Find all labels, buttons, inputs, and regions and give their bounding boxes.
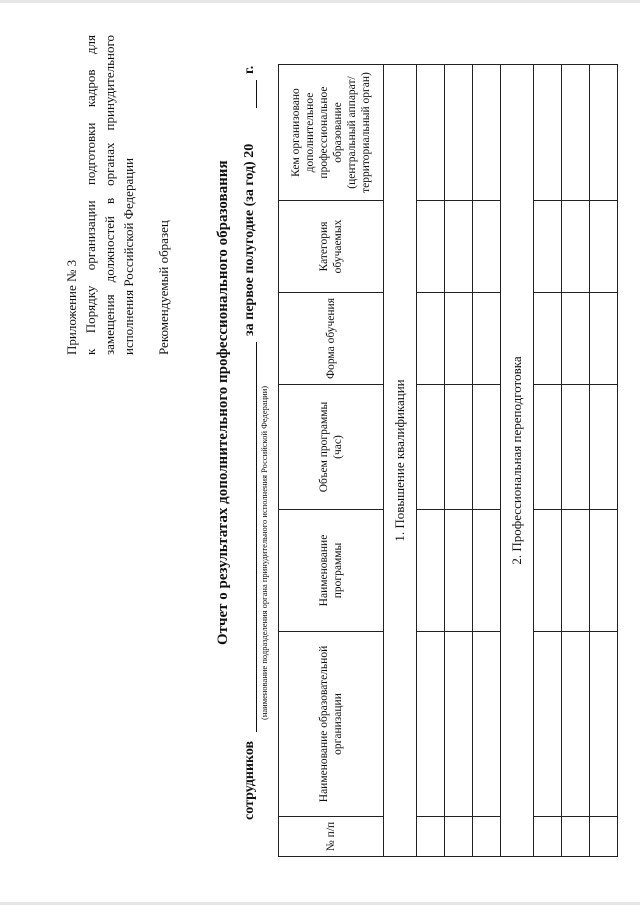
table-cell bbox=[473, 65, 501, 201]
table-cell bbox=[445, 385, 473, 510]
table-cell bbox=[534, 510, 562, 632]
appendix-block bbox=[62, 35, 173, 355]
table-cell bbox=[417, 201, 445, 293]
table-cell bbox=[534, 201, 562, 293]
year-suffix: г. bbox=[242, 65, 257, 74]
table-cell bbox=[473, 385, 501, 510]
recommended-sample-label: Рекомендуемый образец bbox=[156, 220, 171, 355]
table-cell bbox=[445, 817, 473, 857]
table-cell bbox=[534, 632, 562, 817]
table-cell bbox=[590, 632, 618, 817]
table-cell bbox=[445, 510, 473, 632]
section-retraining: 2. Профессиональная переподготовка bbox=[501, 65, 534, 857]
col-number: № п/п bbox=[279, 817, 384, 857]
table-cell bbox=[534, 293, 562, 385]
table-cell bbox=[445, 293, 473, 385]
table-row bbox=[473, 65, 501, 857]
table-cell bbox=[445, 65, 473, 201]
table-cell bbox=[590, 385, 618, 510]
table-cell bbox=[445, 201, 473, 293]
table-cell bbox=[534, 817, 562, 857]
table-cell bbox=[417, 632, 445, 817]
table-cell bbox=[562, 65, 590, 201]
table-cell bbox=[473, 510, 501, 632]
table-cell bbox=[562, 201, 590, 293]
table-row bbox=[417, 65, 445, 857]
table-cell bbox=[590, 65, 618, 201]
table-cell bbox=[417, 293, 445, 385]
appendix-reference: к Порядку организации подготовки кадров для замещения должностей в органах принудительного исполнения Российской Федерации bbox=[83, 35, 136, 355]
table-cell bbox=[417, 385, 445, 510]
table-cell bbox=[590, 510, 618, 632]
section-row bbox=[501, 65, 534, 857]
table-cell bbox=[417, 510, 445, 632]
table-cell bbox=[534, 65, 562, 201]
section-row bbox=[384, 65, 417, 857]
table-cell bbox=[445, 632, 473, 817]
col-study-form: Форма обучения bbox=[279, 293, 384, 385]
col-program-volume: Объем программы (час) bbox=[279, 385, 384, 510]
table-cell bbox=[562, 817, 590, 857]
period-text: за первое полугодие (за год) 20 bbox=[242, 143, 257, 336]
table-cell bbox=[562, 510, 590, 632]
table-cell bbox=[417, 817, 445, 857]
subdivision-blank bbox=[256, 342, 257, 732]
col-program-name: Наименование программы bbox=[279, 510, 384, 632]
table-row bbox=[590, 65, 618, 857]
table-cell bbox=[590, 201, 618, 293]
table-cell bbox=[473, 293, 501, 385]
table-cell bbox=[473, 817, 501, 857]
staff-word: сотрудников bbox=[242, 740, 257, 820]
col-organized-by: Кем организовано дополнительное профессиональное образование (центральный аппарат/территориальный орган) bbox=[279, 65, 384, 201]
subdivision-caption: (наименование подразделения органа принудительного исполнения Российской Федерации) bbox=[259, 385, 269, 720]
table-row bbox=[534, 65, 562, 857]
table-cell bbox=[562, 385, 590, 510]
report-header-line bbox=[238, 5, 269, 820]
table-cell bbox=[590, 293, 618, 385]
table-row bbox=[562, 65, 590, 857]
col-trainee-category: Категория обучаемых bbox=[279, 201, 384, 293]
table-cell bbox=[473, 632, 501, 817]
report-title: Отчет о результатах дополнительного профессионального образования bbox=[215, 160, 231, 645]
report-table bbox=[278, 64, 618, 857]
table-row bbox=[445, 65, 473, 857]
col-organization: Наименование образовательной организации bbox=[279, 632, 384, 817]
table-header-row bbox=[279, 65, 384, 857]
scan-edge-top bbox=[0, 0, 640, 3]
table-cell bbox=[590, 817, 618, 857]
table-cell bbox=[473, 201, 501, 293]
table-cell bbox=[417, 65, 445, 201]
table-cell bbox=[562, 632, 590, 817]
year-blank bbox=[256, 80, 257, 108]
table-cell bbox=[534, 385, 562, 510]
table-cell bbox=[562, 293, 590, 385]
appendix-number: Приложение № 3 bbox=[64, 259, 79, 355]
section-qualification: 1. Повышение квалификации bbox=[384, 65, 417, 857]
